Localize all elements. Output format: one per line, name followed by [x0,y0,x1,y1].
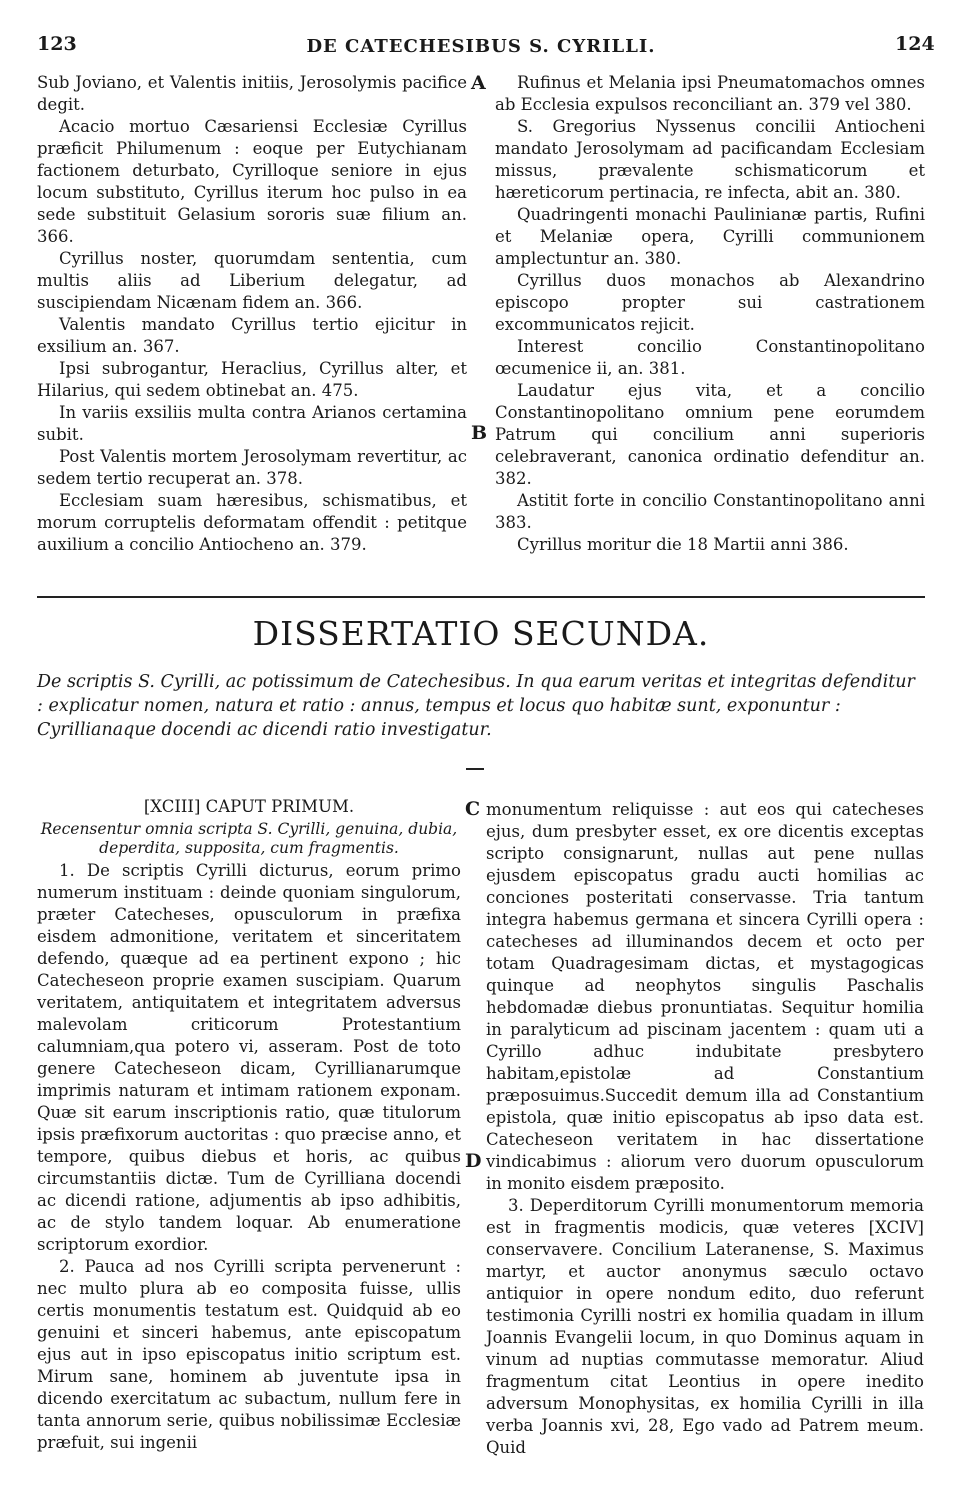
page-number-left: 123 [37,33,77,55]
margin-letter-b: B [471,422,488,444]
paragraph: Valentis mandato Cyrillus tertio ejicitur in exsilium an. 367. [37,315,467,356]
paragraph: Cyrillus noster, quorumdam sententia, cum multis aliis ad Liberium delegatur, ad suscipiendam Nicænam fidem an. 366. [37,249,467,312]
section-divider [37,596,925,598]
paragraph: In variis exsiliis multa contra Arianos certamina subit. [37,403,467,444]
paragraph: Quadringenti monachi Paulinianæ partis, Rufini et Melaniæ opera, Cyrilli communionem amplectuntur an. 380. [495,205,925,268]
paragraph: 2. Pauca ad nos Cyrilli scripta pervenerunt : nec multo plura ab eo composita fuisse, ullis certis monumentis testatum est. Quidquid ab eo genuini et sinceri habemus, ante episcopatum ejus aut in ipso episcopatus initio scriptum est. Mirum sane, hominem ab juventute ipsa in dicendo exercitatum ac subactum, nullum fere in tanta annorum serie, quibus nobilissimæ Ecclesiæ præfuit, sui ingenii [37,1257,461,1452]
margin-letter-a: A [471,72,486,94]
margin-letter-c: C [465,798,481,820]
paragraph: Acacio mortuo Cæsariensi Ecclesiæ Cyrillus præficit Philumenum : eoque per Eutychianam factionem deturbato, Cyrilloque seniore in ejus locum substituto, Cyrillus iterum hoc pulso in ea sede substituit Gelasium sororis suæ filium an. 366. [37,117,467,246]
margin-letter-d: D [465,1150,482,1172]
dissertation-subtitle-text: De scriptis S. Cyrilli, ac potissimum de Catechesibus. In qua earum veritas et integritas defenditur : explicatur nomen, natura et ratio : annus, tempus et locus quo habitæ sunt, exponuntur : Cyrillianaque docendi ac dicendi ratio investigatur. [37,672,915,740]
paragraph: S. Gregorius Nyssenus concilii Antiocheni mandato Jerosolymam ad pacificandam Ecclesiam missus, prævalente schismaticorum et hæreticorum pertinacia, re infecta, abit an. 380. [495,117,925,202]
paragraph: Cyrillus moritur die 18 Martii anni 386. [517,535,849,554]
paragraph: Post Valentis mortem Jerosolymam revertitur, ac sedem tertio recuperat an. 378. [37,447,467,488]
top-right-column [495,72,925,556]
paragraph: Laudatur ejus vita, et a concilio Constantinopolitano omnium pene eorumdem Patrum qui concilium anni superioris celebraverant, canonica ordinatio defenditur an. 382. [495,381,925,488]
running-title: DE CATECHESIBUS S. CYRILLI. [306,36,656,57]
paragraph: Sub Joviano, et Valentis initiis, Jerosolymis pacifice degit. [37,73,467,114]
dissertation-subtitle [37,670,925,742]
paragraph: Ipsi subrogantur, Heraclius, Cyrillus alter, et Hilarius, qui sedem obtinebat an. 475. [37,359,467,400]
top-left-column [37,72,467,556]
paragraph: Cyrillus duos monachos ab Alexandrino episcopo propter sui castrationem excommunicatos rejicit. [495,271,925,334]
chapter-heading: [XCIII] CAPUT PRIMUM. [143,797,355,816]
paragraph: Ecclesiam suam hæresibus, schismatibus, et morum corruptelis deformatam offendit : petitque auxilium a concilio Antiocheno an. 379. [37,491,467,554]
paragraph: Interest concilio Constantinopolitano œcumenice ii, an. 381. [495,337,925,378]
page-number-right: 124 [895,33,935,55]
bottom-left-column [37,797,461,1454]
paragraph: 3. Deperditorum Cyrilli monumentorum memoria est in fragmentis modicis, quæ veteres [XCIV] conservavere. Concilium Lateranense, S. Maximus martyr, et auctor anonymus sæculo octavo antiquior in opere nondum edito, duo referunt testimonia Cyrilli nostri ex homilia quadam in illum Joannis Evangelii locum, in quo Dominus aquam in vinum ad nuptias commutasse memoratur. Aliud fragmentum citat Leontius in opere inedito adversum Monophysitas, ex homilia Cyrilli in illa verba Joannis xvi, 28, Ego vado ad Patrem meum. Quid [486,1196,924,1457]
bottom-right-column [486,799,924,1459]
dissertation-title: DISSERTATIO SECUNDA. [252,614,710,653]
paragraph: monumentum reliquisse : aut eos qui catecheses ejus, dum presbyter esset, ex ore dicentis exceptas scripto consignarunt, nullas aut pene nullas ejusdem episcopatus gradu aucti homilias ac conciones posteritati conservasse. Tria tantum integra habemus germana et sincera Cyrilli opera : catecheses ad illuminandos decem et octo per totam Quadragesimam dictas, et mystagogicas quinque ad neophytos singulis Paschalis hebdomadæ diebus pronuntiatas. Sequitur homilia in paralyticum ad piscinam jacentem : quam uti a Cyrillo adhuc indubitate presbytero habitam,epistolæ ad Constantium præposuimus.Succedit demum illa ad Constantium epistola, quæ initio episcopatus ab ipso data est. Catecheseon veritatem in hac dissertatione vindicabimus : aliorum vero duorum opusculorum in monito eisdem præposito. [486,800,924,1193]
chapter-summary: Recensentur omnia scripta S. Cyrilli, genuina, dubia, deperdita, supposita, cum fragmentis. [40,820,458,857]
paragraph: Rufinus et Melania ipsi Pneumatomachos omnes ab Ecclesia expulsos reconciliant an. 379 vel 380. [495,73,925,114]
paragraph: Astitit forte in concilio Constantinopolitano anni 383. [495,491,925,532]
paragraph: 1. De scriptis Cyrilli dicturus, eorum primo numerum instituam : deinde quoniam singulorum, præter Catecheses, opusculorum in præfixa eisdem admonitione, veritatem et sinceritatem defendo, quæque ad ea pertinent expono ; hic Catecheseon proprie examen suscipiam. Quarum veritatem, antiquitatem et integritatem adversus malevolam criticorum Protestantium calumniam,qua potero vi, asseram. Post de toto genere Catecheseon dicam, Cyrillianarumque imprimis naturam et intimam rationem exponam. Quæ sit earum inscriptionis ratio, quæ titulorum ipsis præfixorum auctoritas : quo præcise anno, et tempore, quibus diebus et horis, ac quibus circumstantiis dictæ. Tum de Cyrilliana docendi ac dicendi ratione, adjumentis ab ipso adhibitis, ac de stylo tandem loquar. Ab enumeratione scriptorum exordior. [37,861,461,1254]
short-dash [466,768,484,770]
